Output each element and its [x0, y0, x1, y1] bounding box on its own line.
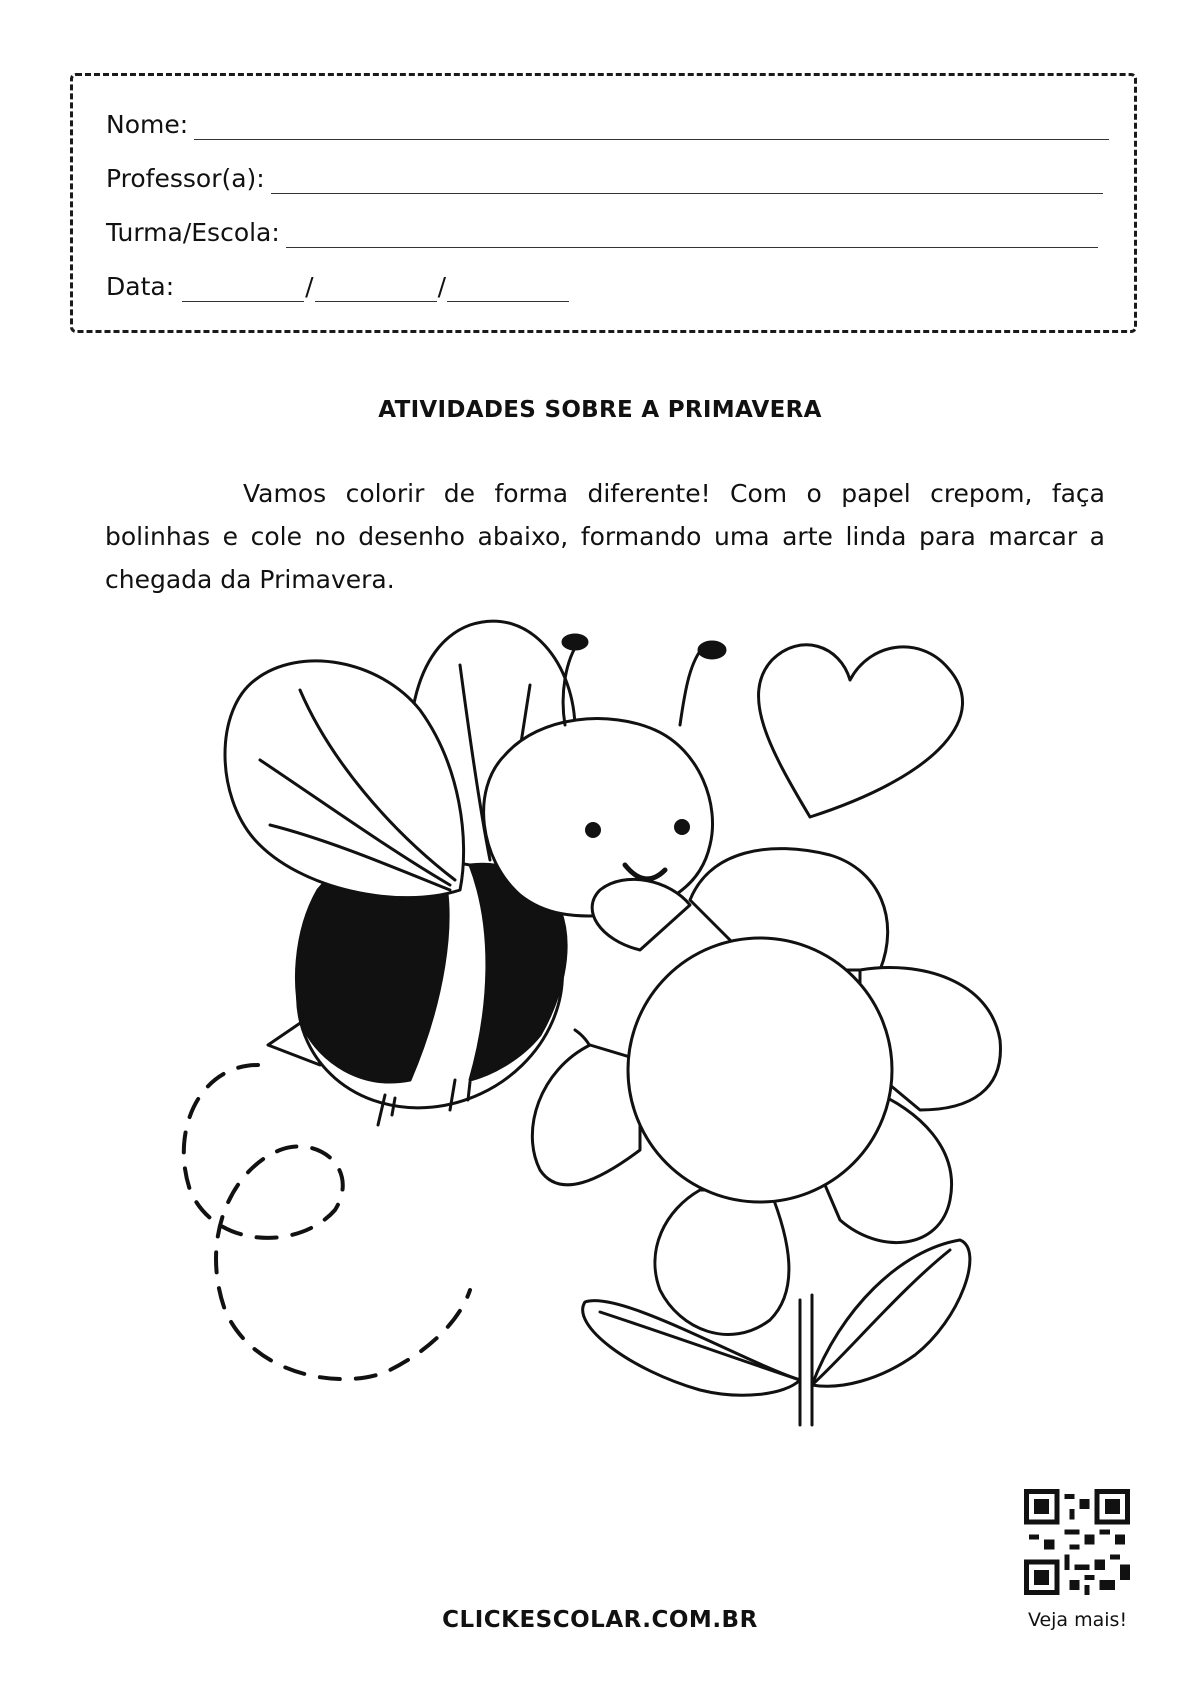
page-title: ATIVIDADES SOBRE A PRIMAVERA [378, 397, 822, 423]
date-month-line [315, 279, 437, 302]
teacher-label: Professor(a): [106, 164, 265, 193]
class-field [106, 218, 1098, 248]
bee-eye [674, 819, 690, 835]
qr-caption: Veja mais! [1027, 1609, 1128, 1631]
student-info-box [70, 73, 1137, 333]
instructions-body: Vamos colorir de forma diferente! Com o papel crepom, faça bolinhas e cole no desenho abaixo, formando uma arte linda para marcar a chegada da Primavera. [105, 479, 1105, 594]
date-field [106, 272, 569, 302]
bee-antenna [680, 645, 705, 725]
date-label: Data: [106, 272, 175, 301]
flight-path [184, 1065, 470, 1379]
bee-eye [585, 822, 601, 838]
qr-code[interactable] [1024, 1489, 1130, 1595]
bee-head [484, 719, 713, 916]
heart-shape [759, 645, 963, 817]
flower-center [628, 938, 892, 1202]
teacher-field [106, 164, 1103, 194]
flower-stem [800, 1295, 812, 1425]
flower-leaf [812, 1240, 970, 1386]
class-line [286, 225, 1098, 248]
name-label: Nome: [106, 110, 189, 139]
date-day-line [182, 279, 304, 302]
name-line [194, 117, 1109, 140]
instructions-text [105, 472, 1105, 601]
flower-petal [655, 1190, 789, 1334]
date-separator: / [305, 272, 314, 301]
bee-and-flower-illustration [0, 590, 1200, 1590]
teacher-line [271, 171, 1103, 194]
name-field [106, 110, 1109, 140]
footer-site-link[interactable]: CLICKESCOLAR.COM.BR [442, 1607, 758, 1633]
flower-petal [532, 1045, 640, 1185]
date-separator: / [437, 272, 446, 301]
class-label: Turma/Escola: [106, 218, 280, 247]
date-year-line [447, 279, 569, 302]
